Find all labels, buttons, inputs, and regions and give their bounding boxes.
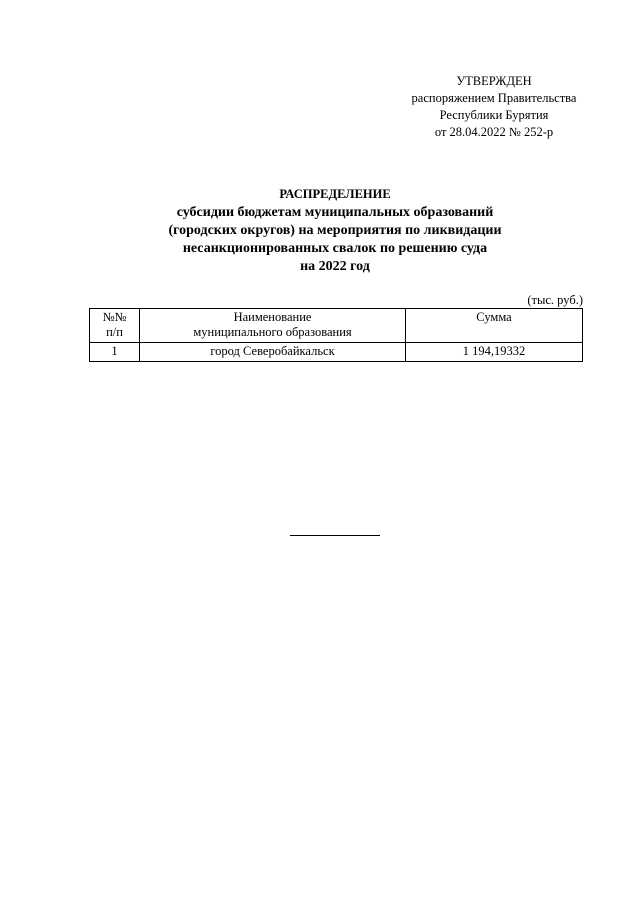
document-subtitle-line: на 2022 год [300, 259, 370, 274]
units-note: (тыс. руб.) [527, 293, 583, 307]
document-subtitle-line: (городских округов) на мероприятия по ликвидации [168, 223, 502, 238]
header-text: №№ [102, 310, 127, 324]
cell-municipality: город Северобайкальск [140, 343, 406, 362]
approval-stamp [384, 73, 604, 141]
header-number [90, 309, 140, 343]
header-text: Наименование [233, 310, 312, 324]
header-text: Сумма [476, 310, 512, 324]
approval-line: распоряжением Правительства [411, 91, 577, 105]
header-municipality [140, 309, 406, 343]
header-text: п/п [106, 325, 123, 339]
header-amount [406, 309, 583, 343]
distribution-table [89, 308, 583, 362]
table-row [90, 343, 583, 362]
approval-line: УТВЕРЖДЕН [456, 74, 532, 88]
approval-line: Республики Бурятия [439, 108, 549, 122]
header-text: муниципального образования [193, 325, 352, 339]
document-heading: РАСПРЕДЕЛЕНИЕ [279, 187, 391, 201]
document-title-block [90, 185, 580, 276]
table-header-row [90, 309, 583, 343]
document-subtitle-line: субсидии бюджетам муниципальных образований [176, 205, 494, 220]
cell-amount: 1 194,19332 [406, 343, 583, 362]
document-subtitle-line: несанкционированных свалок по решению суда [182, 241, 488, 256]
end-divider [290, 535, 380, 536]
cell-number: 1 [90, 343, 140, 362]
approval-line: от 28.04.2022 № 252-р [434, 125, 554, 139]
